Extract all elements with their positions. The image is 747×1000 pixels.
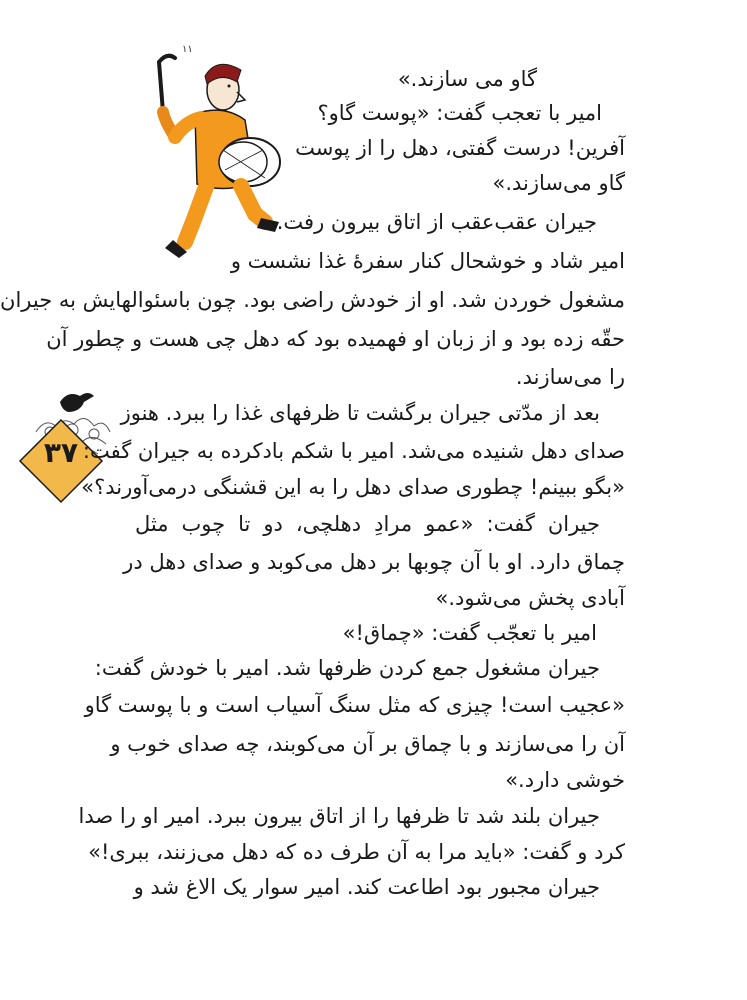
text-line: گاو می‌سازند.»: [492, 171, 625, 195]
text-line: جیران مشغول جمع کردن ظرفها شد. امیر با خودش گفت:: [94, 656, 600, 680]
text-line: صدای دهل شنیده می‌شد. امیر با شکم بادکرده به جیران گفت:: [82, 439, 625, 463]
text-line: جیران گفت: «عمو مرادِ دهلچی، دو تا چوب مثل: [135, 512, 600, 536]
text-line: آن را می‌سازند و با چماق بر آن می‌کوبند، چه صدای خوب و: [110, 732, 625, 756]
text-line: را می‌سازند.: [515, 365, 625, 389]
text-line: امیر شاد و خوشحال کنار سفرهٔ غذا نشست و: [230, 249, 625, 273]
text-line: جیران عقب‌عقب از اتاق بیرون رفت.: [276, 210, 597, 234]
text-line: امیر با تعجب گفت: «پوست گاو؟: [317, 101, 602, 125]
text-line: حقّه زده بود و از زبان او فهمیده بود که دهل چی هست و چطور آن: [46, 327, 625, 351]
text-line: گاو می سازند.»: [397, 67, 537, 91]
text-line: مشغول خوردن شد. او از خودش راضی بود. چون باسئوالهایش به جیران: [0, 288, 625, 312]
text-line: آبادی پخش می‌شود.»: [435, 586, 625, 610]
page-number: ۳۷: [43, 436, 79, 469]
text-line: خوشی دارد.»: [505, 768, 625, 792]
text-line: جیران بلند شد تا ظرفها را از اتاق بیرون ببرد. امیر او را صدا: [78, 804, 600, 828]
text-line: چماق دارد. او با آن چوبها بر دهل می‌کوبد و صدای دهل در: [123, 550, 625, 574]
text-line: «عجیب است! چیزی که مثل سنگ آسیاب است و با پوست گاو: [84, 693, 625, 717]
drummer-illustration: [145, 42, 295, 272]
corner-mark: ۱۱: [182, 44, 193, 55]
text-line: «بگو ببینم! چطوری صدای دهل را به این قشنگی درمی‌آورند؟»: [81, 475, 625, 499]
text-line: آفرین! درست گفتی، دهل را از پوست: [295, 136, 625, 160]
text-line: امیر با تعجّب گفت: «چماق!»: [342, 621, 597, 645]
text-line: جیران مجبور بود اطاعت کند. امیر سوار یک الاغ شد و: [133, 875, 600, 899]
text-line: بعد از مدّتی جیران برگشت تا ظرفهای غذا را ببرد. هنوز: [120, 401, 600, 425]
text-line: کرد و گفت: «باید مرا به آن طرف ده که دهل می‌زنند، ببری!»: [88, 840, 625, 864]
